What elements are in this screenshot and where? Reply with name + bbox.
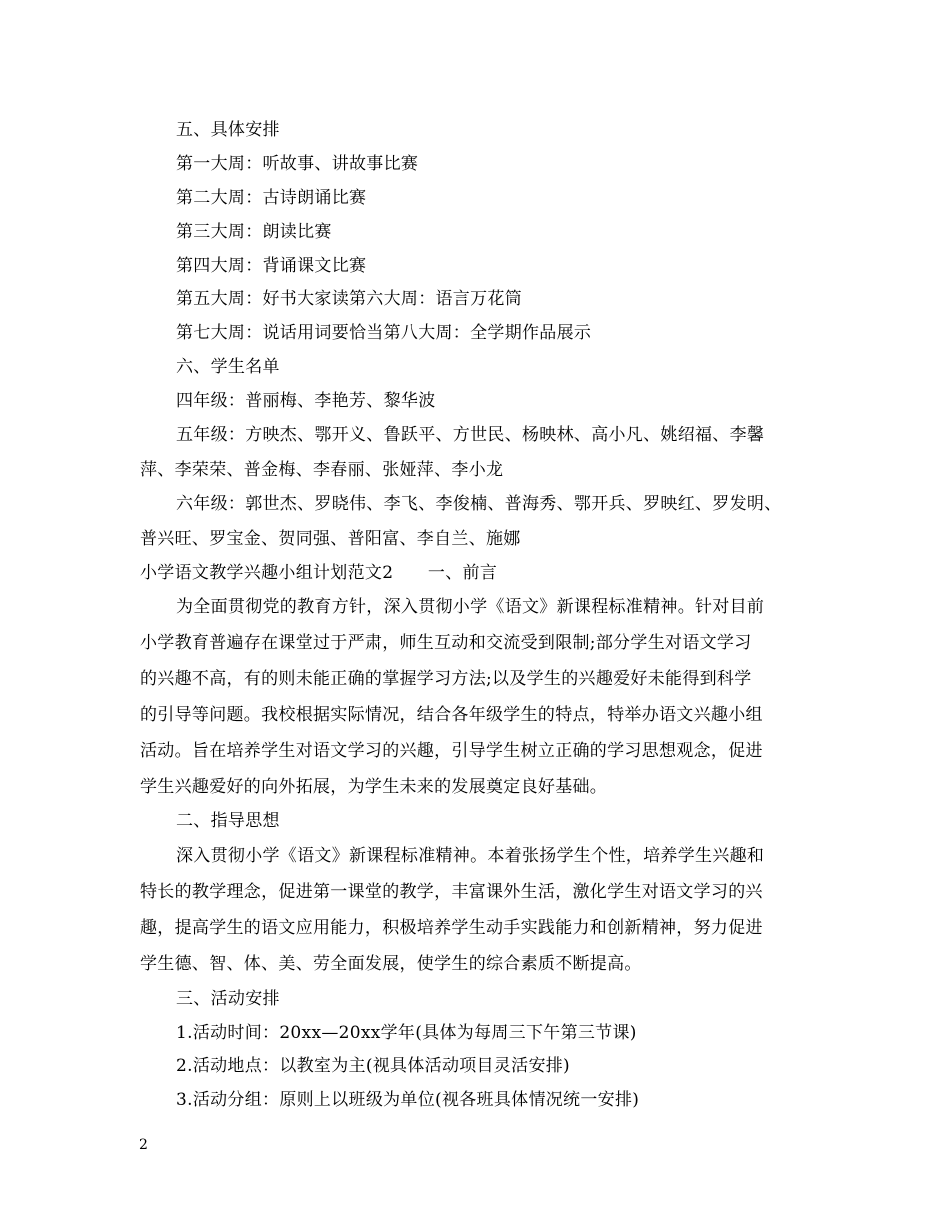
text-line: 特长的教学理念，促进第一课堂的教学，丰富课外生活，激化学生对语文学习的兴 <box>140 882 763 902</box>
text-line: 第七大周：说话用词要恰当第八大周：全学期作品展示 <box>176 323 592 343</box>
text-line: 第五大周：好书大家读第六大周：语言万花筒 <box>176 289 522 309</box>
text-line: 五年级：方映杰、鄂开义、鲁跃平、方世民、杨映林、高小凡、姚绍福、李馨 <box>176 425 765 445</box>
text-line: 3.活动分组：原则上以班级为单位(视各班具体情况统一安排) <box>176 1090 640 1110</box>
text-line: 小学教育普遍存在课堂过于严肃，师生互动和交流受到限制;部分学生对语文学习 <box>140 633 752 653</box>
text-line: 的兴趣不高，有的则未能正确的掌握学习方法;以及学生的兴趣爱好未能得到科学 <box>140 669 752 689</box>
text-line: 为全面贯彻党的教育方针，深入贯彻小学《语文》新课程标准精神。针对目前 <box>176 597 765 617</box>
text-line: 学生兴趣爱好的向外拓展，为学生未来的发展奠定良好基础。 <box>140 777 608 797</box>
text-line: 第一大周：听故事、讲故事比赛 <box>176 154 419 174</box>
heading-student-list: 六、学生名单 <box>176 357 280 377</box>
page-number: 2 <box>139 1137 148 1153</box>
text-line: 学生德、智、体、美、劳全面发展，使学生的综合素质不断提高。 <box>140 954 642 974</box>
text-line: 1.活动时间：20xx—20xx学年(具体为每周三下午第三节课) <box>176 1023 637 1043</box>
text-line: 第四大周：背诵课文比赛 <box>176 256 367 276</box>
text-line: 活动。旨在培养学生对语文学习的兴趣，引导学生树立正确的学习思想观念，促进 <box>140 741 763 761</box>
text-line: 2.活动地点：以教室为主(视具体活动项目灵活安排) <box>176 1056 570 1076</box>
text-line: 四年级：普丽梅、李艳芳、黎华波 <box>176 391 436 411</box>
text-line: 萍、李荣荣、普金梅、李春丽、张娅萍、李小龙 <box>140 460 504 480</box>
text-line: 第二大周：古诗朗诵比赛 <box>176 188 367 208</box>
text-line: 六年级：郭世杰、罗晓伟、李飞、李俊楠、普海秀、鄂开兵、罗映红、罗发明、 <box>176 494 782 514</box>
section-title: 小学语文教学兴趣小组计划范文2 一、前言 <box>140 563 498 583</box>
heading-guiding-ideology: 二、指导思想 <box>176 811 280 831</box>
text-line: 趣，提高学生的语文应用能力，积极培养学生动手实践能力和创新精神，努力促进 <box>140 918 763 938</box>
text-line: 的引导等问题。我校根据实际情况，结合各年级学生的特点，特举办语文兴趣小组 <box>140 705 763 725</box>
heading-activity-arrangement: 三、活动安排 <box>176 989 280 1009</box>
text-line: 第三大周：朗读比赛 <box>176 222 332 242</box>
text-line: 深入贯彻小学《语文》新课程标准精神。本着张扬学生个性，培养学生兴趣和 <box>176 846 765 866</box>
heading-specific-arrangement: 五、具体安排 <box>176 120 280 140</box>
text-line: 普兴旺、罗宝金、贺同强、普阳富、李自兰、施娜 <box>140 529 521 549</box>
